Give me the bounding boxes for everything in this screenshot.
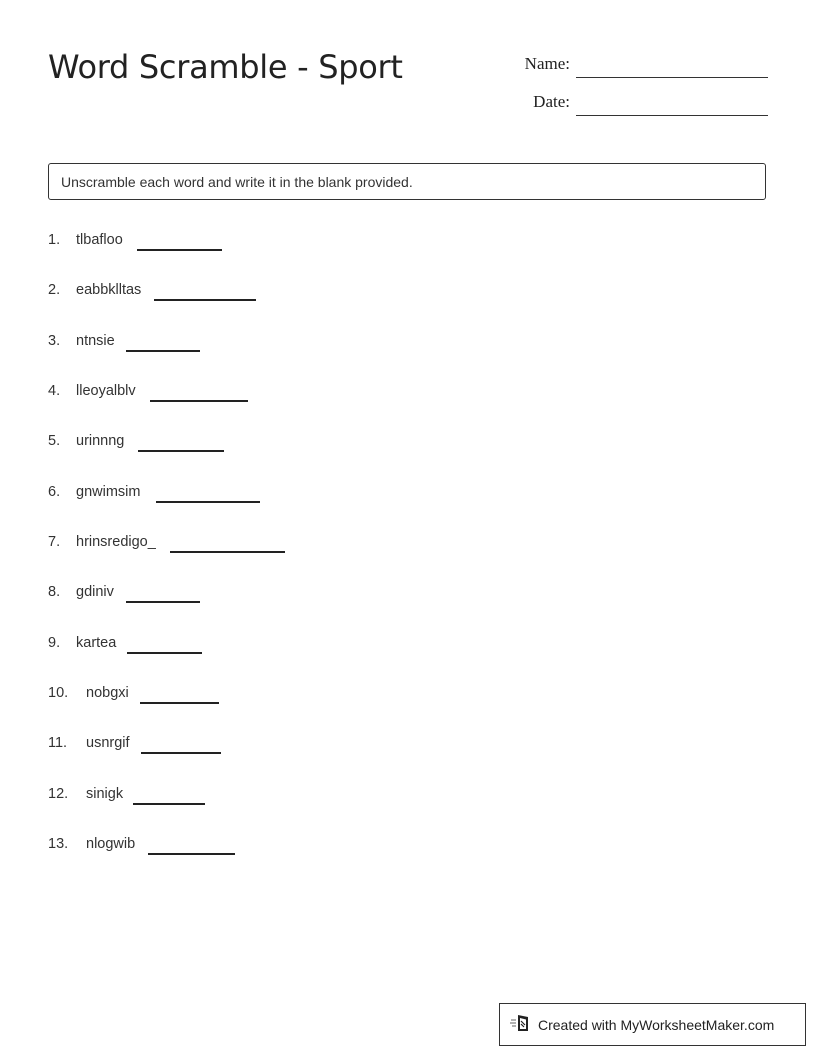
item-number: 2. bbox=[48, 282, 61, 298]
item-number: 12. bbox=[48, 786, 69, 802]
item-number: 1. bbox=[48, 232, 61, 248]
item-number: 10. bbox=[48, 685, 69, 701]
answer-blank[interactable] bbox=[141, 752, 221, 754]
answer-blank[interactable] bbox=[148, 853, 235, 855]
scrambled-word: kartea bbox=[76, 635, 117, 651]
name-blank-line[interactable] bbox=[576, 77, 768, 78]
item-number: 4. bbox=[48, 383, 61, 399]
answer-blank[interactable] bbox=[133, 803, 205, 805]
credit-badge[interactable] bbox=[499, 1003, 806, 1046]
answer-blank[interactable] bbox=[156, 501, 260, 503]
item-number: 7. bbox=[48, 534, 61, 550]
credit-text: Created with MyWorksheetMaker.com bbox=[538, 1016, 775, 1033]
page-title: Word Scramble - Sport bbox=[48, 48, 403, 86]
answer-blank[interactable] bbox=[170, 551, 285, 553]
item-number: 13. bbox=[48, 836, 69, 852]
answer-blank[interactable] bbox=[137, 249, 222, 251]
answer-blank[interactable] bbox=[150, 400, 248, 402]
answer-blank[interactable] bbox=[140, 702, 219, 704]
answer-blank[interactable] bbox=[127, 652, 202, 654]
scrambled-word: lleoyalblv bbox=[76, 383, 136, 399]
scrambled-word: eabbklltas bbox=[76, 282, 142, 298]
answer-blank[interactable] bbox=[126, 350, 200, 352]
answer-blank[interactable] bbox=[126, 601, 200, 603]
scrambled-word: usnrgif bbox=[86, 735, 130, 751]
scrambled-word: nlogwib bbox=[86, 836, 136, 852]
scrambled-word: hrinsredigo_ bbox=[76, 534, 156, 550]
item-number: 9. bbox=[48, 635, 61, 651]
scrambled-word: nobgxi bbox=[86, 685, 129, 701]
answer-blank[interactable] bbox=[154, 299, 256, 301]
date-label: Date: bbox=[533, 92, 570, 111]
worksheet-maker-logo-icon bbox=[510, 1013, 538, 1036]
item-number: 8. bbox=[48, 584, 61, 600]
answer-blank[interactable] bbox=[138, 450, 224, 452]
item-number: 5. bbox=[48, 433, 61, 449]
scrambled-word: tlbafloo bbox=[76, 232, 123, 248]
name-label: Name: bbox=[524, 54, 570, 73]
scrambled-word: ntnsie bbox=[76, 333, 115, 349]
item-number: 6. bbox=[48, 484, 61, 500]
date-blank-line[interactable] bbox=[576, 115, 768, 116]
item-number: 3. bbox=[48, 333, 61, 349]
scrambled-word: gdiniv bbox=[76, 584, 114, 600]
scrambled-word: sinigk bbox=[86, 786, 124, 802]
date-field[interactable] bbox=[500, 86, 768, 116]
scrambled-word: urinnng bbox=[76, 433, 125, 449]
instructions-box: Unscramble each word and write it in the blank provided. bbox=[48, 163, 766, 200]
item-number: 11. bbox=[48, 735, 68, 751]
name-field[interactable] bbox=[500, 48, 768, 78]
scrambled-word: gnwimsim bbox=[76, 484, 141, 500]
